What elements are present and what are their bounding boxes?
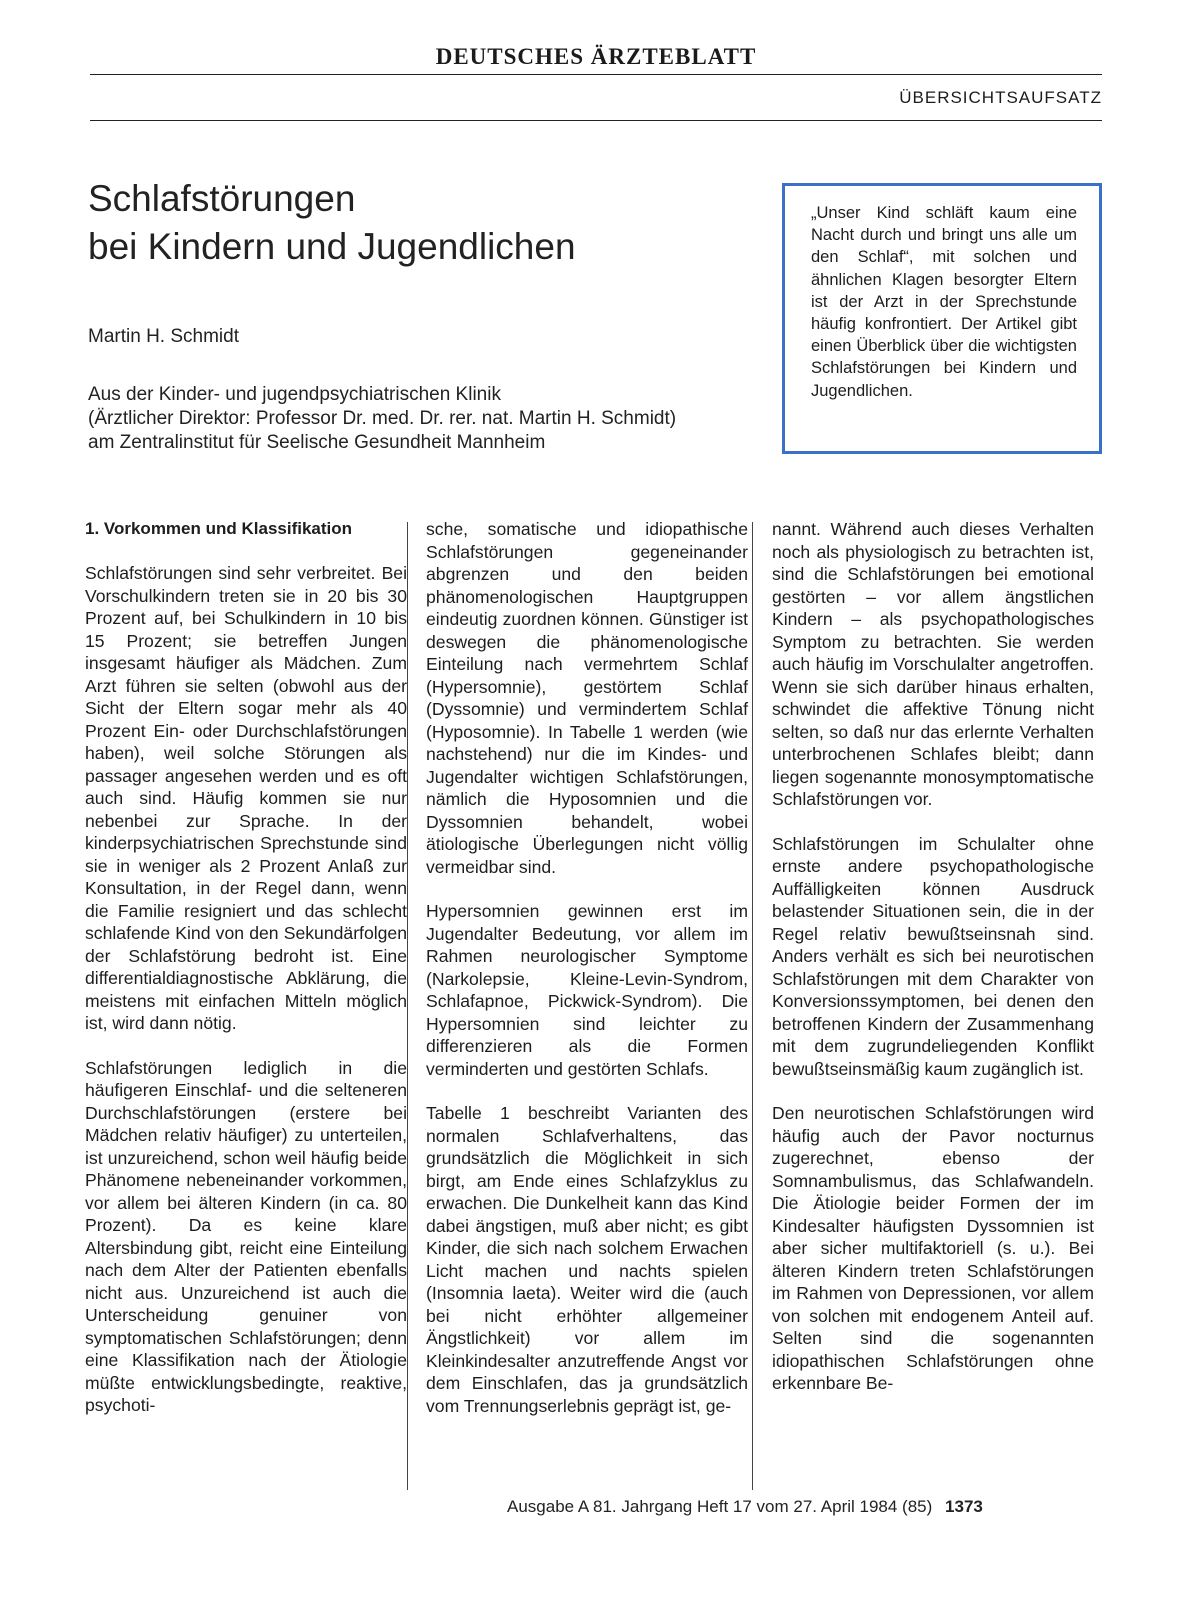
issue-info: Ausgabe A 81. Jahrgang Heft 17 vom 27. April 1984 (85) (507, 1497, 933, 1516)
column-1 (85, 518, 407, 1439)
abstract-box (782, 183, 1102, 454)
title-line-2: bei Kindern und Jugendlichen (88, 226, 576, 267)
article-title (88, 175, 576, 271)
affiliation-line-3: am Zentralinstitut für Seelische Gesundheit Mannheim (88, 432, 546, 453)
masthead: DEUTSCHES ÄRZTEBLATT (435, 44, 757, 69)
paragraph: Den neurotischen Schlafstörungen wird häufig auch der Pavor nocturnus zugerechnet, ebenso der Somnambulismus, das Schlafwandeln. Die Ätiologie beider Formen der im Kindesalter häufigsten Dyssomnien ist aber sicher multifaktoriell (s. u.). Bei älteren Kindern treten Schlafstörungen im Rahmen von Depressionen, vor allem von solchen mit endogenem Anteil auf. Selten sind die sogenannten idiopathischen Schlafstörungen ohne erkennbare Be- (772, 1103, 1094, 1393)
page-number: 1373 (945, 1497, 983, 1516)
section-heading: 1. Vorkommen und Klassifikation (85, 519, 353, 538)
paragraph: Schlafstörungen im Schulalter ohne ernste andere psychopathologische Auffälligkeiten können Ausdruck belastender Situationen sein, die in der Regel relativ bewußtseinsnah sind. Anders verhält es sich bei neurotischen Schlafstörungen mit dem Charakter von Konversionssymptomen, bei denen den betroffenen Kindern der Zusammenhang mit dem zugrundeliegenden Konflikt bewußtseinsmäßig kaum zugänglich ist. (772, 833, 1094, 1079)
column-2 (426, 518, 748, 1439)
section-rule (90, 120, 1102, 121)
affiliation (88, 383, 676, 455)
masthead-rule (90, 74, 1102, 75)
paragraph: nannt. Während auch dieses Verhalten noch als physiologisch zu betrachten ist, sind die Schlafstörungen bei emotional gestörten – vor allem ängstlichen Kindern – als psychopathologisches Symptom zu betrachten. Sie werden auch häufig im Vorschulalter angetroffen. Wenn sie sich darüber hinaus erhalten, schwindet die affektive Tönung nicht selten, so daß nur das erlernte Verhalten unterbrochenen Schlafes bleibt; dann liegen sogenannte monosymptomatische Schlafstörungen vor. (772, 519, 1094, 809)
column-divider-1 (407, 522, 408, 1490)
paragraph: Hypersomnien gewinnen erst im Jugendalter Bedeutung, vor allem im Rahmen neurologischer Symptome (Narkolepsie, Kleine-Levin-Syndrom, Schlafapnoe, Pickwick-Syndrom). Die Hypersomnien sind leichter zu differenzieren als die Formen verminderten und gestörten Schlafs. (426, 901, 748, 1079)
author: Martin H. Schmidt (88, 326, 239, 347)
column-divider-2 (752, 522, 753, 1490)
page-footer (507, 1497, 983, 1517)
affiliation-line-1: Aus der Kinder- und jugendpsychiatrischen Klinik (88, 384, 501, 405)
section-label: ÜBERSICHTSAUFSATZ (899, 88, 1102, 107)
paragraph: sche, somatische und idiopathische Schlafstörungen gegeneinander abgrenzen und den beiden phänomenologischen Hauptgruppen eindeutig zuordnen können. Günstiger ist deswegen die phänomenologische Einteilung nach vermehrtem Schlaf (Hypersomnie), gestörtem Schlaf (Dyssomnie) und vermindertem Schlaf (Hyposomnie). In Tabelle 1 werden (wie nachstehend) nur die im Kindes- und Jugendalter wichtigen Schlafstörungen, nämlich die Hyposomnien und die Dyssomnien behandelt, wobei ätiologische Überlegungen nicht völlig vermeidbar sind. (426, 519, 748, 877)
affiliation-line-2: (Ärztlicher Direktor: Professor Dr. med. Dr. rer. nat. Martin H. Schmidt) (88, 408, 677, 429)
paragraph: Schlafstörungen lediglich in die häufigeren Einschlaf- und die selteneren Durchschlafstörungen (erstere bei Mädchen relativ häufiger) zu unterteilen, ist unzureichend, schon weil häufig beide Phänomene nebeneinander vorkommen, vor allem bei älteren Kindern (in ca. 80 Prozent). Da es keine klare Altersbindung gibt, reicht eine Einteilung nach dem Alter der Patienten ebenfalls nicht aus. Unzureichend ist auch die Unterscheidung genuiner von symptomatischen Schlafstörungen; denn eine Klassifikation nach der Ätiologie müßte entwicklungsbedingte, reaktive, psychoti- (85, 1057, 407, 1415)
abstract-text: „Unser Kind schläft kaum eine Nacht durch und bringt uns alle um den Schlaf“, mit solchen und ähnlichen Klagen besorgter Eltern ist der Arzt in der Sprechstunde häufig konfrontiert. Der Artikel gibt einen Überblick über die wichtigsten Schlafstörungen bei Kindern und Jugendlichen. (811, 204, 1077, 400)
title-line-1: Schlafstörungen (88, 178, 356, 219)
paragraph: Schlafstörungen sind sehr verbreitet. Bei Vorschulkindern treten sie in 20 bis 30 Prozent auf, bei Schulkindern in 10 bis 15 Prozent; sie betreffen Jungen insgesamt häufiger als Mädchen. Zum Arzt führen sie selten (obwohl aus der Sicht der Eltern sogar mehr als 40 Prozent Ein- oder Durchschlafstörungen haben), weil solche Störungen als passager angesehen werden und es oft auch sind. Häufig kommen sie nur nebenbei zur Sprache. In der kinderpsychiatrischen Sprechstunde sind sie in weniger als 2 Prozent Anlaß zur Konsultation, in der Regel dann, wenn die Familie resigniert und das schlecht schlafende Kind von den Sekundärfolgen der Schlafstörung bedroht ist. Eine differentialdiagnostische Abklärung, die meistens mit einfachen Mitteln möglich ist, wird dann nötig. (85, 563, 407, 1033)
paragraph: Tabelle 1 beschreibt Varianten des normalen Schlafverhaltens, das grundsätzlich die Möglichkeit in sich birgt, am Ende eines Schlafzyklus zu erwachen. Die Dunkelheit kann das Kind dabei ängstigen, muß aber nicht; es gibt Kinder, die sich nach solchem Erwachen Licht machen und nachts spielen (Insomnia laeta). Weiter wird die (auch bei nicht erhöhter allgemeiner Ängstlichkeit) vor allem im Kleinkindesalter anzutreffende Angst vor dem Einschlafen, das ja grundsätzlich vom Trennungserlebnis geprägt ist, ge- (426, 1103, 748, 1416)
column-3 (772, 518, 1094, 1417)
